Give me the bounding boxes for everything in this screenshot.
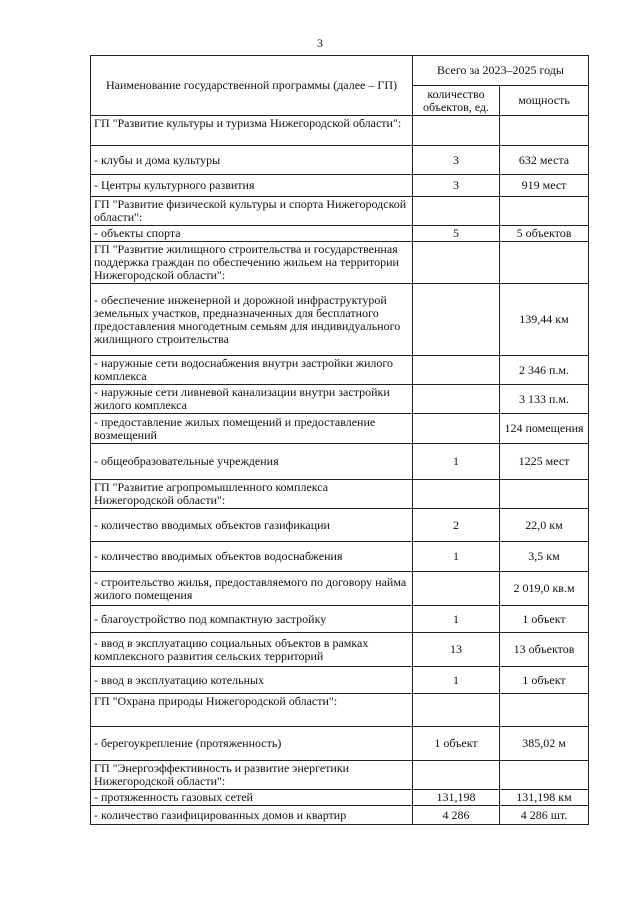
table-row: [91, 727, 589, 761]
program-cell: - берегоукрепление (протяженность): [91, 727, 413, 761]
table-row: [91, 284, 589, 356]
table-row: [91, 175, 589, 197]
section-row: [91, 197, 589, 226]
capacity-cell: 385,02 м: [500, 727, 589, 761]
program-cell: - протяженность газовых сетей: [91, 790, 413, 806]
section-row: [91, 761, 589, 790]
count-cell: [413, 694, 500, 727]
program-cell: - строительство жилья, предоставляемого по договору найма жилого помещения: [91, 572, 413, 606]
table-row: [91, 633, 589, 667]
table-row: [91, 385, 589, 414]
header-count: количество объектов, ед.: [413, 86, 500, 116]
programs-table: [90, 55, 589, 825]
program-cell: ГП "Развитие жилищного строительства и государственная поддержка граждан по обеспечению жильем на территории Нижегородской области":: [91, 242, 413, 284]
count-cell: [413, 385, 500, 414]
count-cell: 1: [413, 606, 500, 633]
table-row: [91, 606, 589, 633]
count-cell: 1: [413, 667, 500, 694]
capacity-cell: 139,44 км: [500, 284, 589, 356]
program-cell: ГП "Развитие агропромышленного комплекса Нижегородской области":: [91, 480, 413, 509]
program-cell: - количество вводимых объектов газификации: [91, 509, 413, 542]
table-row: [91, 356, 589, 385]
capacity-cell: 1225 мест: [500, 444, 589, 480]
table-row: [91, 444, 589, 480]
table-row: [91, 146, 589, 175]
program-cell: - наружные сети ливневой канализации внутри застройки жилого комплекса: [91, 385, 413, 414]
capacity-cell: 3,5 км: [500, 542, 589, 572]
capacity-cell: 3 133 п.м.: [500, 385, 589, 414]
capacity-cell: [500, 761, 589, 790]
program-cell: ГП "Охрана природы Нижегородской области":: [91, 694, 413, 727]
program-cell: - клубы и дома культуры: [91, 146, 413, 175]
count-cell: 2: [413, 509, 500, 542]
capacity-cell: [500, 694, 589, 727]
table-row: [91, 790, 589, 806]
table-row: [91, 509, 589, 542]
program-cell: - обеспечение инженерной и дорожной инфраструктурой земельных участков, предназначенных для бесплатного предоставления многодетным семьям для индивидуального жилищного строительства: [91, 284, 413, 356]
count-cell: 4 286: [413, 806, 500, 825]
count-cell: [413, 356, 500, 385]
count-cell: [413, 414, 500, 444]
count-cell: [413, 116, 500, 146]
program-cell: - количество газифицированных домов и квартир: [91, 806, 413, 825]
count-cell: 3: [413, 146, 500, 175]
header-program-name: Наименование государственной программы (далее – ГП): [91, 56, 413, 116]
header-capacity: мощность: [500, 86, 589, 116]
count-cell: [413, 572, 500, 606]
table-row: [91, 226, 589, 242]
capacity-cell: [500, 116, 589, 146]
capacity-cell: 2 346 п.м.: [500, 356, 589, 385]
program-cell: - объекты спорта: [91, 226, 413, 242]
program-cell: - количество вводимых объектов водоснабжения: [91, 542, 413, 572]
count-cell: 1 объект: [413, 727, 500, 761]
capacity-cell: 131,198 км: [500, 790, 589, 806]
capacity-cell: 919 мест: [500, 175, 589, 197]
section-row: [91, 694, 589, 727]
capacity-cell: [500, 197, 589, 226]
capacity-cell: 22,0 км: [500, 509, 589, 542]
section-row: [91, 480, 589, 509]
program-cell: - наружные сети водоснабжения внутри застройки жилого комплекса: [91, 356, 413, 385]
capacity-cell: 13 объектов: [500, 633, 589, 667]
section-row: [91, 116, 589, 146]
program-cell: - ввод в эксплуатацию социальных объектов в рамках комплексного развития сельских территорий: [91, 633, 413, 667]
count-cell: 13: [413, 633, 500, 667]
program-cell: - благоустройство под компактную застройку: [91, 606, 413, 633]
capacity-cell: [500, 242, 589, 284]
count-cell: [413, 197, 500, 226]
count-cell: 3: [413, 175, 500, 197]
program-cell: ГП "Развитие физической культуры и спорта Нижегородской области":: [91, 197, 413, 226]
program-cell: - Центры культурного развития: [91, 175, 413, 197]
capacity-cell: 5 объектов: [500, 226, 589, 242]
program-cell: ГП "Энергоэффективность и развитие энергетики Нижегородской области":: [91, 761, 413, 790]
program-cell: ГП "Развитие культуры и туризма Нижегородской области":: [91, 116, 413, 146]
count-cell: [413, 761, 500, 790]
capacity-cell: 2 019,0 кв.м: [500, 572, 589, 606]
capacity-cell: 1 объект: [500, 667, 589, 694]
capacity-cell: 1 объект: [500, 606, 589, 633]
count-cell: [413, 480, 500, 509]
table-row: [91, 572, 589, 606]
program-cell: - ввод в эксплуатацию котельных: [91, 667, 413, 694]
count-cell: 5: [413, 226, 500, 242]
count-cell: 1: [413, 444, 500, 480]
capacity-cell: 124 помещения: [500, 414, 589, 444]
table-row: [91, 542, 589, 572]
count-cell: 1: [413, 542, 500, 572]
count-cell: [413, 242, 500, 284]
program-cell: - предоставление жилых помещений и предоставление возмещений: [91, 414, 413, 444]
capacity-cell: 4 286 шт.: [500, 806, 589, 825]
table-row: [91, 414, 589, 444]
capacity-cell: [500, 480, 589, 509]
header-total: Всего за 2023–2025 годы: [413, 56, 589, 86]
capacity-cell: 632 места: [500, 146, 589, 175]
program-cell: - общеобразовательные учреждения: [91, 444, 413, 480]
table-row: [91, 806, 589, 825]
table-row: [91, 667, 589, 694]
count-cell: [413, 284, 500, 356]
count-cell: 131,198: [413, 790, 500, 806]
page-number: 3: [317, 36, 323, 50]
section-row: [91, 242, 589, 284]
